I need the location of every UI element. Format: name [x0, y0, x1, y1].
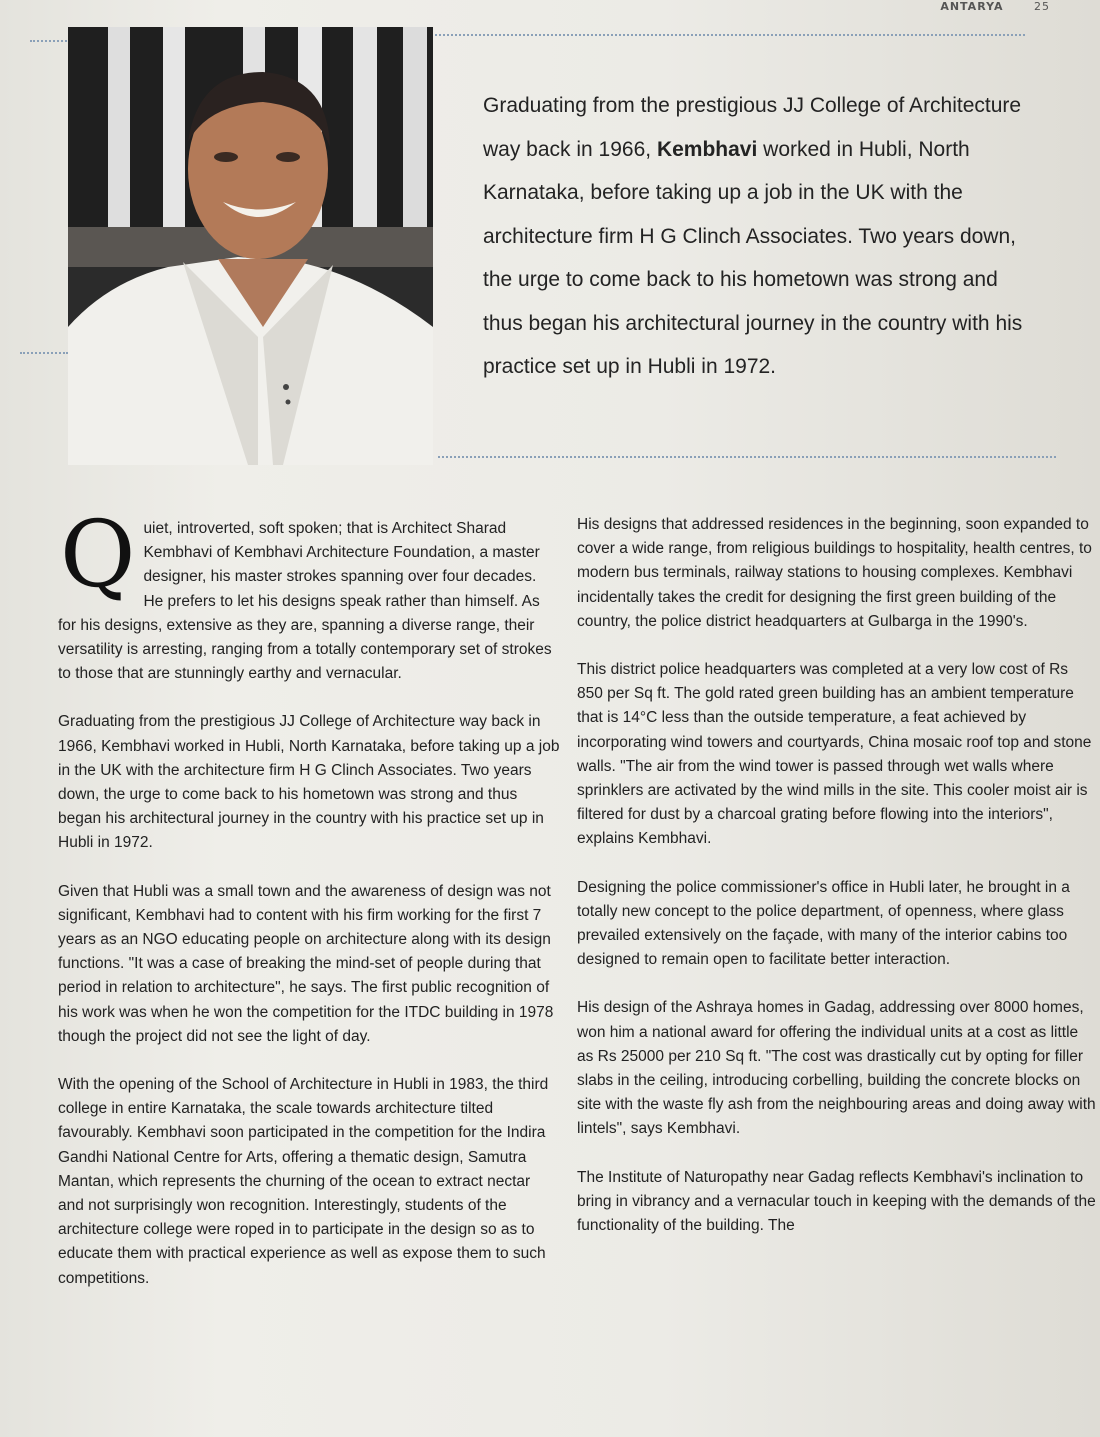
pull-quote: [483, 84, 1043, 389]
paragraph-school-of-architecture: With the opening of the School of Architecture in Hubli in 1983, the third college in entire Karnataka, the scale towards architecture tilted favourably. Kembhavi soon participated in the competition for the Indira Gandhi National Centre for Arts, offering a thematic design, Samutra Mantan, which represents the churning of the ocean to extract nectar and not surprisingly won recognition. Interestingly, students of the architecture college were roped in to participate in the design so as to educate them with practical experience as well as expose them to such competitions.: [58, 1076, 549, 1287]
paragraph-commissioner-office: Designing the police commissioner's office in Hubli later, he brought in a totally new concept to the police department, of openness, where glass prevailed extensively on the façade, with many of the interior cabins too designed to remain open to facilitate better interaction.: [577, 878, 1070, 969]
intro-paragraph: [58, 501, 560, 686]
drop-cap: Q: [60, 501, 136, 608]
paragraph-graduation: Graduating from the prestigious JJ College of Architecture way back in 1966, Kembhavi worked in Hubli, North Karnataka, before taking up a job in the UK with the architecture firm H G Clinch Associates. Two years down, the urge to come back to his hometown was strong and thus began his architectural journey in the country with his practice set up in Hubli in 1972.: [58, 713, 560, 852]
quote-bottom-rule: [438, 456, 1056, 458]
paragraph-range-of-designs: His designs that addressed residences in the beginning, soon expanded to cover a wide range, from religious buildings to hospitality, health centres, to modern bus terminals, railway stations to housing complexes. Kembhavi incidentally takes the credit for designing the first green building of the country, the police district headquarters at Gulbarga in the 1990's.: [577, 516, 1092, 630]
side-rule: [20, 352, 68, 354]
paragraph-naturopathy: The Institute of Naturopathy near Gadag reflects Kembhavi's inclination to bring in vibrancy and a vernacular touch in keeping with the demands of the functionality of the building. The: [577, 1168, 1096, 1235]
running-header: [940, 0, 1050, 13]
paragraph-police-headquarters: This district police headquarters was completed at a very low cost of Rs 850 per Sq ft. The gold rated green building has an ambient temperature that is 14°C less than the outside temperature, a feat achieved by incorporating wind towers and courtyards, China mosaic roof top and stone walls. "The air from the wind tower is passed through wet walls where sprinklers are activated by the wind mills in the site. This cooler moist air is filtered for dust by a charcoal grating before flowing into the interiors", explains Kembhavi.: [577, 661, 1092, 848]
left-column: [58, 501, 560, 1315]
top-rule-right: [435, 34, 1025, 36]
intro-paragraph-text: uiet, introverted, soft spoken; that is Architect Sharad Kembhavi of Kembhavi Architecture Foundation, a master designer, his master strokes spanning over four decades. He prefers to let his designs speak rather than himself. As for his designs, extensive as they are, spanning a diverse range, their versatility is arresting, ranging from a totally contemporary set of strokes to those that are stunningly earthy and vernacular.: [58, 520, 552, 683]
pull-quote-text-start: Graduating from the prestigious JJ College of Architecture way back in 1966,: [483, 94, 1022, 161]
paragraph-hubli-early: Given that Hubli was a small town and the awareness of design was not significant, Kembhavi had to content with his firm working for the first 7 years as an NGO educating people on architecture along with its design functions. "It was a case of breaking the mind-set of people during that period in relation to architecture", he says. The first public recognition of his work was when he won the competition for the ITDC building in 1978 though the project did not see the light of day.: [58, 882, 554, 1045]
pull-quote-text-end: worked in Hubli, North Karnataka, before taking up a job in the UK with the architecture firm H G Clinch Associates. Two years down, the urge to come back to his hometown was strong and thus began his architectural journey in the country with his practice set up in Hubli in 1972.: [483, 137, 1023, 378]
top-rule: [30, 40, 70, 42]
right-column: [577, 513, 1097, 1262]
pull-quote-name: Kembhavi: [656, 137, 758, 161]
magazine-name: ANTARYA: [940, 0, 1004, 13]
portrait-illustration: [68, 27, 433, 465]
portrait-photo: [68, 27, 433, 465]
paragraph-ashraya-homes: His design of the Ashraya homes in Gadag, addressing over 8000 homes, won him a national award for offering the individual units at a cost as little as Rs 25000 per 210 Sq ft. "The cost was drastically cut by opting for filler slabs in the ceiling, introducing corbelling, building the concrete blocks on site with the waste fly ash from the neighbouring areas and doing away with lintels", says Kembhavi.: [577, 999, 1096, 1138]
page-number: 25: [1034, 0, 1050, 13]
